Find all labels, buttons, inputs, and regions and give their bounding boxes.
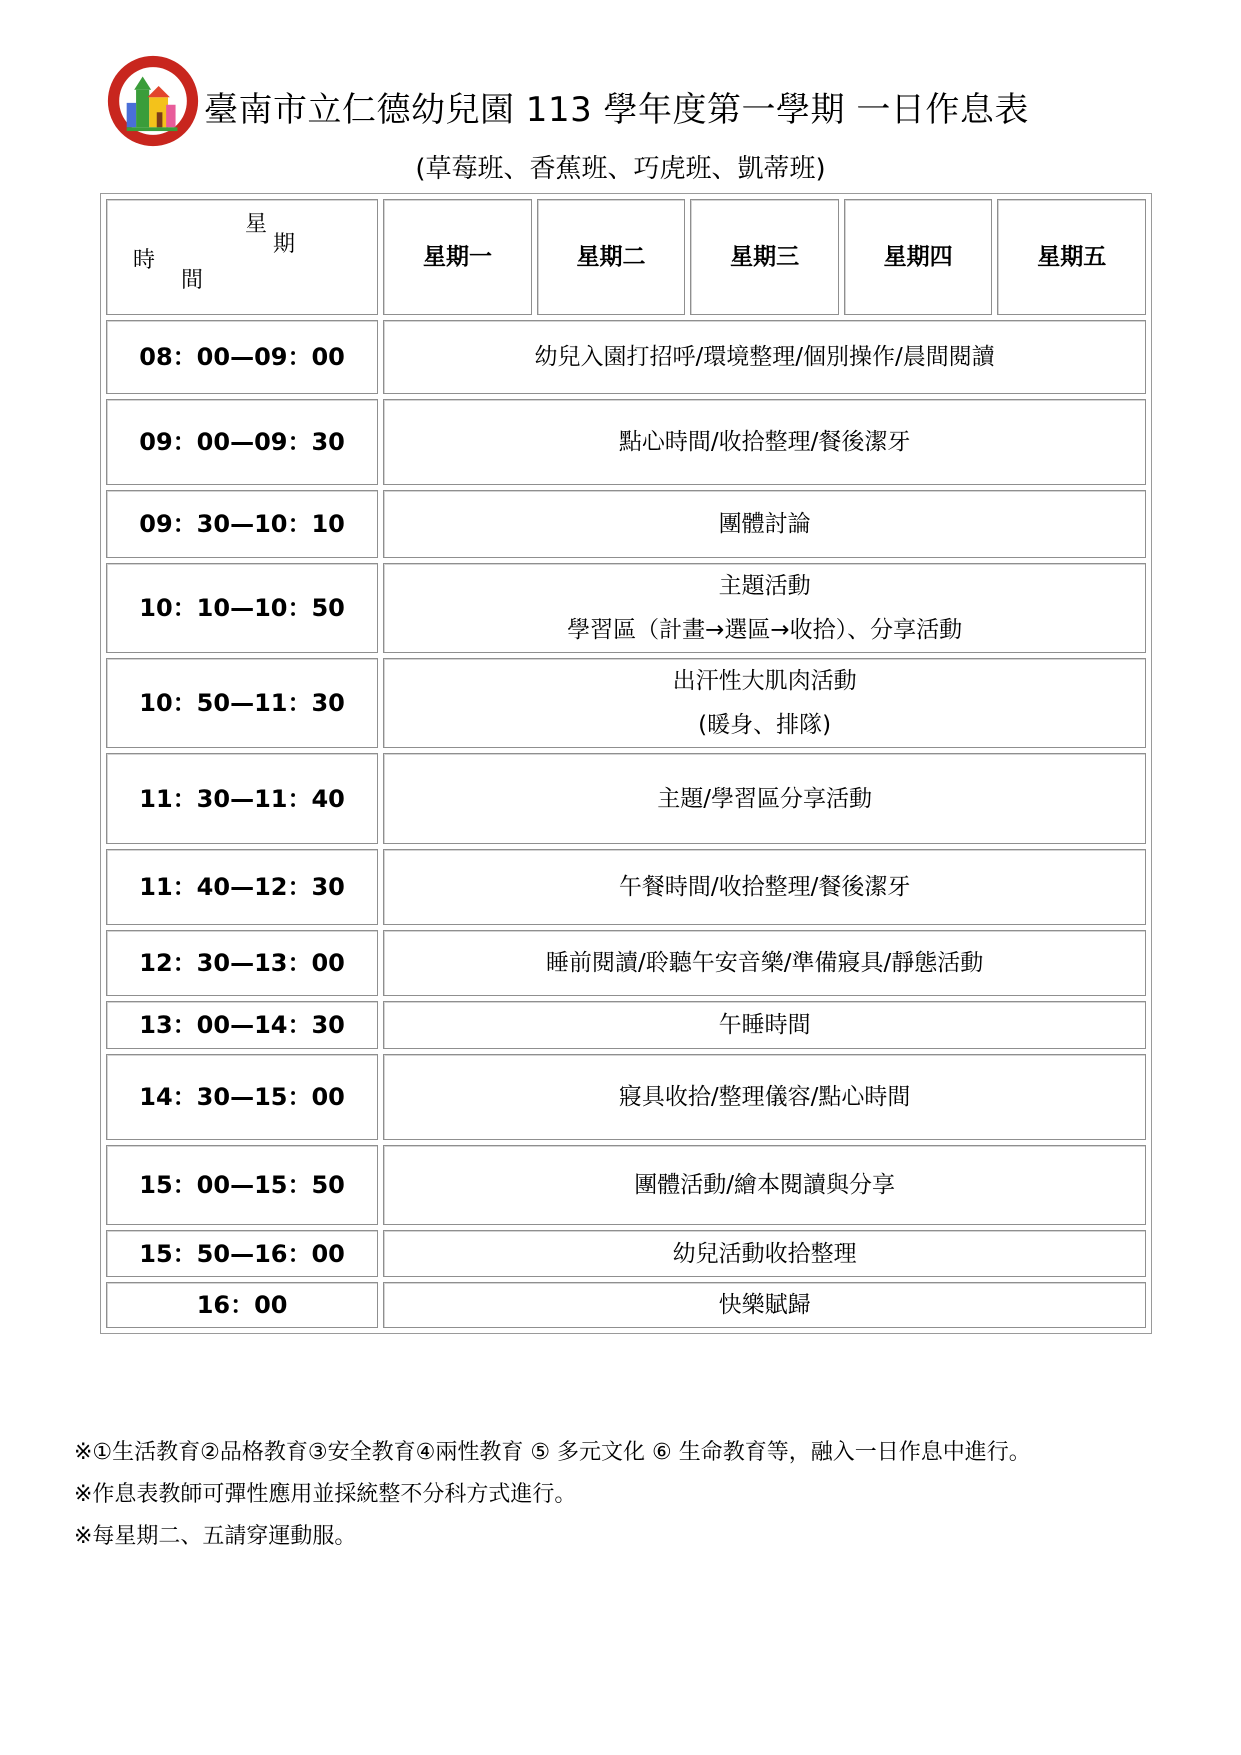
table-row [106, 490, 1146, 558]
activity-cell [383, 1001, 1146, 1049]
activity-text: 主題活動 [718, 573, 811, 599]
class-list: (草莓班、香蕉班、巧虎班、凱蒂班) [415, 154, 826, 184]
activity-text: 寢具收拾/整理儀容/點心時間 [618, 1084, 911, 1110]
table-row [106, 1145, 1146, 1225]
corner-time-char1: 時 [133, 248, 156, 273]
table-row [106, 320, 1146, 394]
activity-text-second-line: (暖身、排隊) [698, 712, 832, 738]
page-title: 臺南市立仁德幼兒園 113 學年度第一學期 一日作息表 [204, 90, 1029, 130]
time-cell: 15：50—16：00 [106, 1230, 378, 1277]
schedule-table [100, 193, 1152, 1334]
corner-time-char2: 間 [181, 268, 204, 293]
time-cell: 11：40—12：30 [106, 849, 378, 925]
table-row [106, 563, 1146, 653]
time-cell: 13：00—14：30 [106, 1001, 378, 1049]
corner-header-cell [106, 199, 378, 315]
table-row [106, 399, 1146, 485]
activity-text-second-line: 學習區（計畫→選區→收拾）、分享活動 [567, 617, 963, 643]
day-header-wednesday: 星期三 [690, 199, 839, 315]
day-header-tuesday: 星期二 [537, 199, 686, 315]
time-cell: 14：30—15：00 [106, 1054, 378, 1140]
table-row [106, 1054, 1146, 1140]
activity-cell [383, 1054, 1146, 1140]
activity-text: 團體討論 [718, 511, 811, 537]
activity-text: 團體活動/繪本閱讀與分享 [634, 1172, 895, 1198]
activity-text: 快樂賦歸 [718, 1292, 811, 1318]
table-row [106, 658, 1146, 748]
activity-cell [383, 849, 1146, 925]
activity-text: 幼兒活動收拾整理 [672, 1240, 857, 1267]
time-cell: 16：00 [106, 1282, 378, 1328]
table-header-row [106, 199, 1146, 315]
table-row [106, 930, 1146, 996]
activity-cell [383, 399, 1146, 485]
activity-cell [383, 320, 1146, 394]
note-sportswear: ※每星期二、五請穿運動服。 [74, 1524, 357, 1549]
activity-text: 幼兒入園打招呼/環境整理/個別操作/晨間閱讀 [534, 344, 995, 370]
school-logo [106, 54, 200, 148]
day-header-thursday: 星期四 [844, 199, 993, 315]
time-cell: 10：50—11：30 [106, 658, 378, 748]
activity-cell [383, 753, 1146, 844]
activity-text: 午睡時間 [718, 1012, 811, 1038]
activity-cell [383, 1145, 1146, 1225]
activity-text: 點心時間/收拾整理/餐後潔牙 [618, 429, 911, 455]
activity-cell [383, 1282, 1146, 1328]
activity-text: 主題/學習區分享活動 [657, 785, 872, 812]
time-cell: 15：00—15：50 [106, 1145, 378, 1225]
activity-cell [383, 1230, 1146, 1277]
corner-day-char1: 星 [245, 212, 268, 237]
time-cell: 10：10—10：50 [106, 563, 378, 653]
activity-text: 睡前閱讀/聆聽午安音樂/準備寢具/靜態活動 [545, 950, 984, 976]
corner-day-char2: 期 [273, 232, 296, 257]
activity-text: 午餐時間/收拾整理/餐後潔牙 [618, 874, 911, 900]
activity-text: 出汗性大肌肉活動 [672, 668, 857, 694]
day-header-friday: 星期五 [997, 199, 1146, 315]
table-row [106, 849, 1146, 925]
time-cell: 09：30—10：10 [106, 490, 378, 558]
note-curriculum: ※①生活教育②品格教育③安全教育④兩性教育 ⑤ 多元文化 ⑥ 生命教育等，融入一日作息中進行。 [74, 1440, 1031, 1465]
activity-cell [383, 490, 1146, 558]
notes-section [74, 1432, 1031, 1558]
time-cell: 09：00—09：30 [106, 399, 378, 485]
page-header [100, 50, 1160, 160]
table-row [106, 1282, 1146, 1328]
table-row [106, 1001, 1146, 1049]
activity-cell [383, 930, 1146, 996]
note-flexible-schedule: ※作息表教師可彈性應用並採統整不分科方式進行。 [74, 1482, 577, 1507]
table-row [106, 753, 1146, 844]
time-cell: 11：30—11：40 [106, 753, 378, 844]
day-header-monday: 星期一 [383, 199, 532, 315]
time-cell: 12：30—13：00 [106, 930, 378, 996]
table-row [106, 1230, 1146, 1277]
activity-cell [383, 658, 1146, 748]
time-cell: 08：00—09：00 [106, 320, 378, 394]
activity-cell [383, 563, 1146, 653]
